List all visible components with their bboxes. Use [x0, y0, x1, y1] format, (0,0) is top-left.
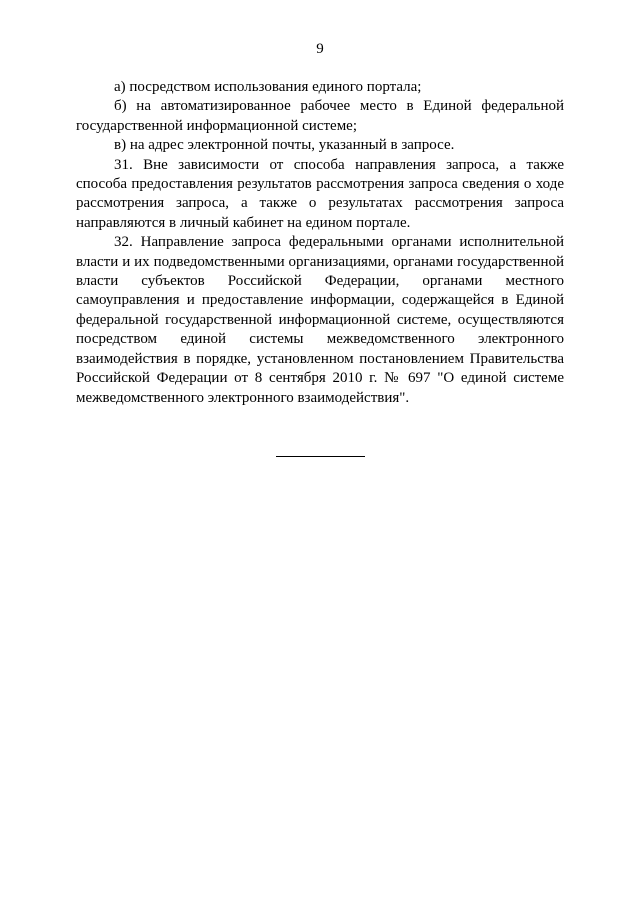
- end-divider-line: [276, 456, 365, 457]
- paragraph-item-v: в) на адрес электронной почты, указанный в запросе.: [114, 137, 455, 154]
- paragraph-31: 31. Вне зависимости от способа направления запроса, а также способа предоставления результатов рассмотрения запроса сведения о ходе рассмотрения запроса, а также о результатах рассмотрения запроса направляются в личный кабинет на едином портале.: [76, 156, 564, 231]
- document-body: [76, 78, 564, 408]
- page-number: 9: [316, 41, 324, 57]
- paragraph-item-a: а) посредством использования единого портала;: [114, 79, 422, 95]
- paragraph-item-b: б) на автоматизированное рабочее место в Единой федеральной государственной информационной системе;: [76, 98, 564, 134]
- paragraph-32: 32. Направление запроса федеральными органами исполнительной власти и их подведомственными организациями, органами государственной власти субъектов Российской Федерации, органами местного самоуправления и предоставление информации, содержащейся в Единой федеральной государственной информационной системе, осуществляются посредством единой системы межведомственного электронного взаимодействия в порядке, установленном постановлением Правительства Российской Федерации от 8 сентября 2010 г. № 697 "О единой системе межведомственного электронного взаимодействия".: [76, 234, 564, 406]
